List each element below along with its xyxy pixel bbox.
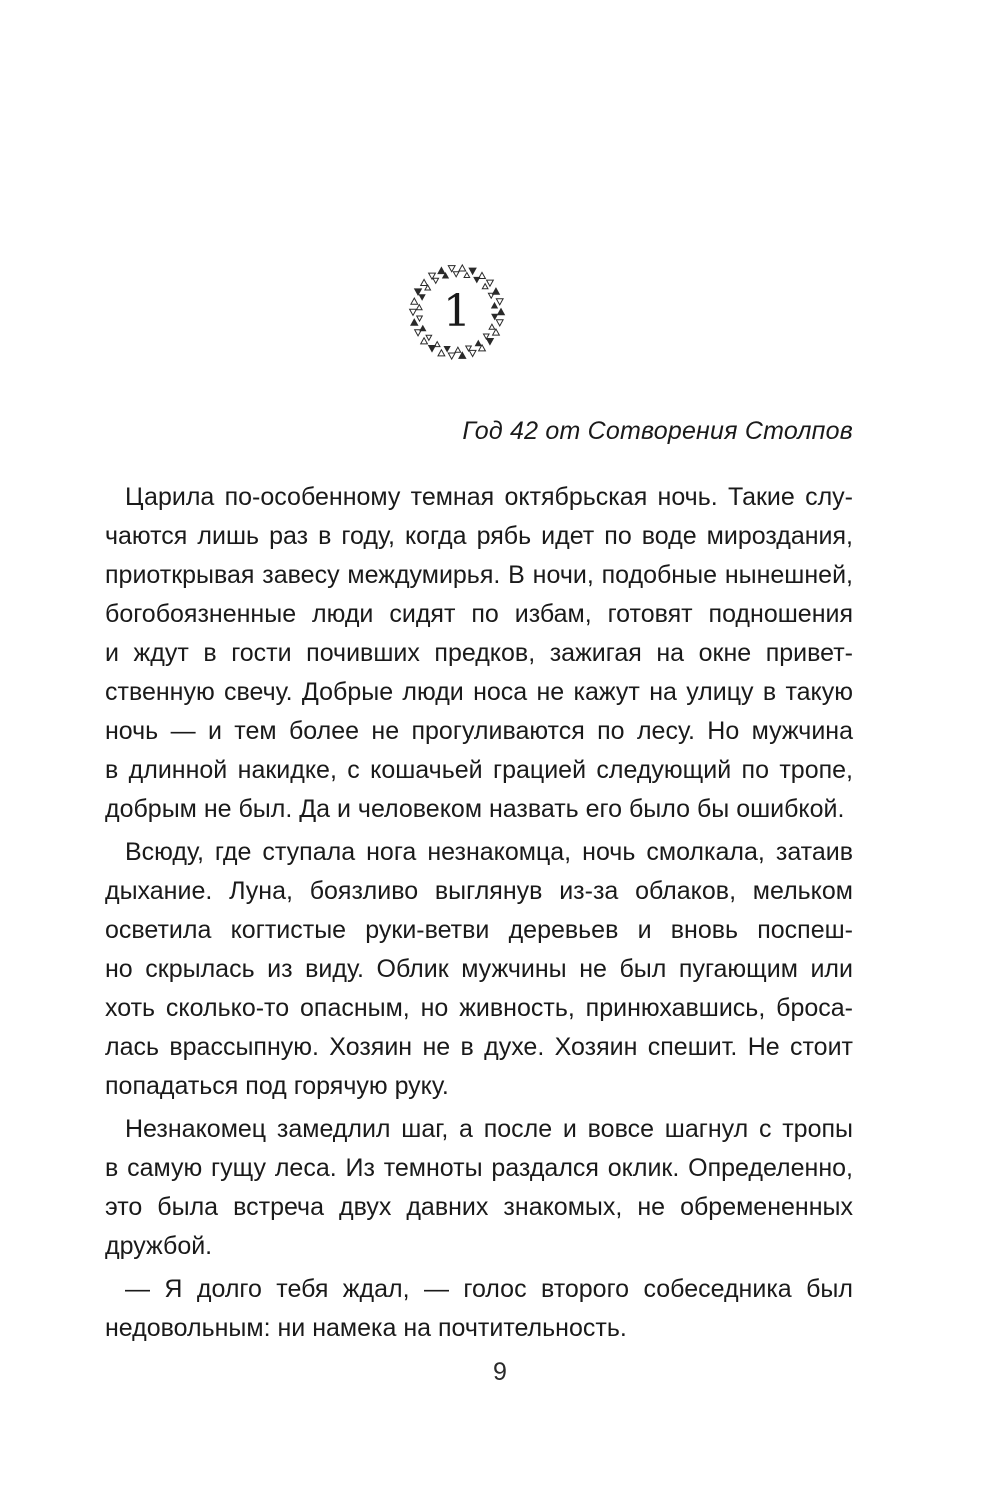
text-line: хоть сколько-то опасным, но живность, принюхавшись, броса- [105,994,853,1022]
text-line: ночь — и тем более не прогуливаются по лесу. Но мужчина [105,717,853,745]
text-line: приоткрывая завесу междумирья. В ночи, подобные нынешней, [105,561,853,589]
text-line: в самую гущу леса. Из темноты раздался оклик. Определенно, [105,1154,853,1182]
text-line: но скрылась из виду. Облик мужчины не был пугающим или [105,955,853,983]
text-line: Незнакомец замедлил шаг, а после и вовсе шагнул с тропы [125,1115,853,1143]
text-line: дыхание. Луна, боязливо выглянув из-за облаков, мельком [105,877,853,905]
text-line: и ждут в гости почивших предков, зажигая на окне привет- [105,639,853,667]
text-line: — Я долго тебя ждал, — голос второго собеседника был [125,1275,853,1303]
text-line: в длинной накидке, с кошачьей грацией следующий по тропе, [105,756,853,784]
text-line: дружбой. [105,1232,213,1260]
text-line: попадаться под горячую руку. [105,1072,449,1100]
text-line: это была встреча двух давних знакомых, не обремененных [105,1193,853,1221]
text-line: добрым не был. Да и человеком назвать его было бы ошибкой. [105,795,845,823]
body-text [105,478,853,1348]
text-line: Царила по-особенному темная октябрьская ночь. Такие слу- [125,483,853,511]
text-line: осветила когтистые руки-ветви деревьев и вновь поспеш- [105,916,853,944]
page-number: 9 [493,1358,507,1386]
text-line: Всюду, где ступала нога незнакомца, ночь смолкала, затаив [125,838,853,866]
text-line: ственную свечу. Добрые люди носа не кажут на улицу в такую [105,678,853,706]
text-line: лась врассыпную. Хозяин не в духе. Хозяин спешит. Не стоит [105,1033,853,1061]
text-line: богобоязненные люди сидят по избам, готовят подношения [105,600,853,628]
chapter-number: 1 [443,286,471,337]
chapter-ornament [403,258,511,366]
text-line: недовольным: ни намека на почтительность. [105,1314,627,1342]
epigraph: Год 42 от Сотворения Столпов [462,417,853,445]
text-line: чаются лишь раз в году, когда рябь идет по воде мироздания, [105,522,853,550]
